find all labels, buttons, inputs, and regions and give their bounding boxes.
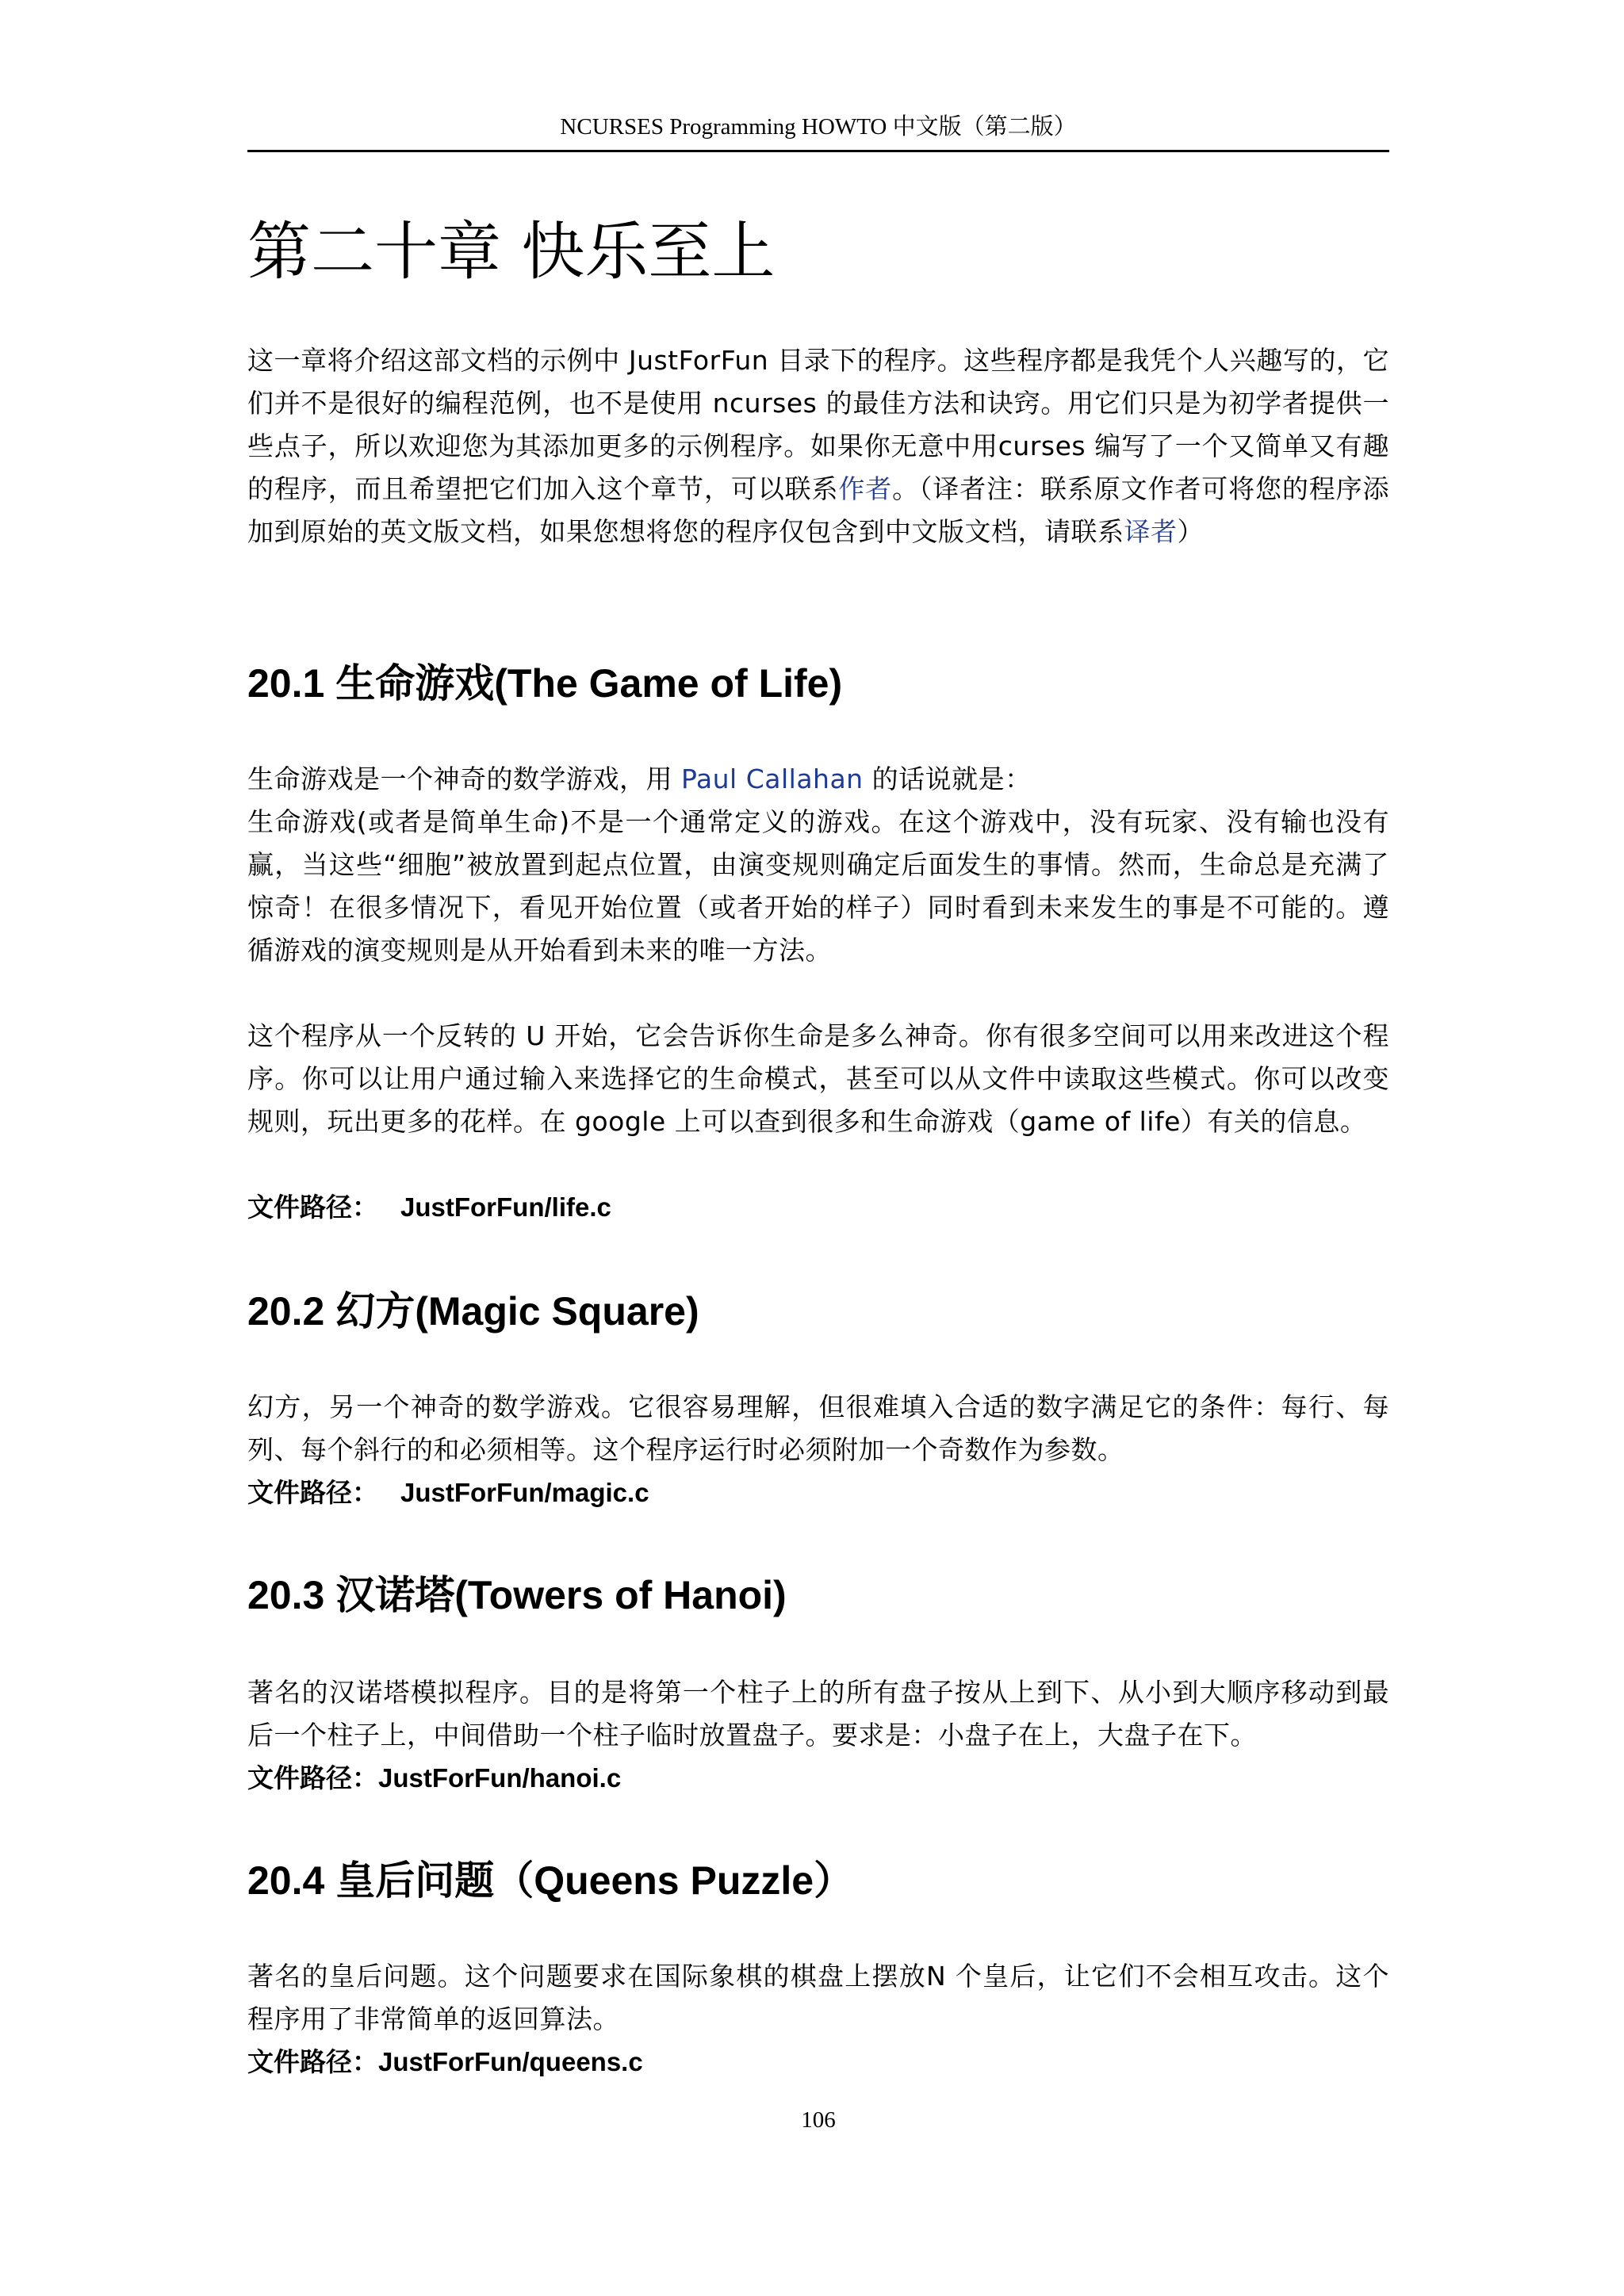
intro-text: 这一章将介绍这部文档的示例中 JustForFun 目录下的程序。这些程序都是我凭个人兴趣写的，它们并不是很好的编程范例，也不是使用 ncurses 的最佳方法和诀窍。用它们只是为初学者提供一些点子，所以欢迎您为其添加更多的示例程序。如果你无意中用curses 编写了一个又简单又有趣的程序，而且希望把它们加入这个章节，可以联系 [247,345,1389,504]
section-title-magic-square: 20.2 幻方(Magic Square) [247,1289,699,1334]
chapter-intro [247,339,1389,553]
file-path-label: 文件路径： [247,1762,378,1793]
file-path-hanoi [247,1757,1389,1800]
intro-text-end: ） [1177,516,1204,547]
section-title-queens-puzzle: 20.4 皇后问题（Queens Puzzle） [247,1858,854,1903]
section-title-towers-of-hanoi: 20.3 汉诺塔(Towers of Hanoi) [247,1573,787,1617]
running-header: NCURSES Programming HOWTO 中文版（第二版） [560,114,1077,140]
queens-puzzle-body: 著名的皇后问题。这个问题要求在国际象棋的棋盘上摆放N 个皇后，让它们不会相互攻击。这个程序用了非常简单的返回算法。 [247,1961,1389,2034]
file-path-label: 文件路径： [247,1192,378,1223]
file-path-magic [247,1471,1389,1514]
file-path-life [247,1186,1389,1229]
file-path-value: JustForFun/queens.c [378,2047,643,2076]
towers-of-hanoi-body: 著名的汉诺塔模拟程序。目的是将第一个柱子上的所有盘子按从上到下、从小到大顺序移动到最后一个柱子上，中间借助一个柱子临时放置盘子。要求是：小盘子在上，大盘子在下。 [247,1677,1389,1751]
game-of-life-body: 这个程序从一个反转的 U 开始，它会告诉你生命是多么神奇。你有很多空间可以用来改进这个程序。你可以让用户通过输入来选择它的生命模式，甚至可以从文件中读取这些模式。你可以改变规则，玩出更多的花样。在 google 上可以查到很多和生命游戏（game of life）有关的信息。 [247,1020,1389,1137]
file-path-queens [247,2041,1389,2084]
magic-square-body: 幻方，另一个神奇的数学游戏。它很容易理解，但很难填入合适的数字满足它的条件：每行、每列、每个斜行的和必须相等。这个程序运行时必须附加一个奇数作为参数。 [247,1391,1389,1465]
section-title-game-of-life: 20.1 生命游戏(The Game of Life) [247,661,843,706]
chapter-title: 第二十章 快乐至上 [247,215,776,289]
file-path-value: JustForFun/hanoi.c [378,1763,622,1793]
header-rule [247,150,1389,152]
file-path-value: JustForFun/life.c [400,1192,611,1222]
game-of-life-intro [247,758,1389,801]
page-number: 106 [801,2107,836,2133]
author-link[interactable]: 作者 [838,473,893,504]
paul-callahan-link[interactable]: Paul Callahan [681,763,864,794]
game-of-life-intro-tail: 的话说就是： [863,763,1032,794]
game-of-life-quote: 生命游戏(或者是简单生命)不是一个通常定义的游戏。在这个游戏中，没有玩家、没有输也没有赢，当这些“细胞”被放置到起点位置，由演变规则确定后面发生的事情。然而，生命总是充满了惊奇！在很多情况下，看见开始位置（或者开始的样子）同时看到未来发生的事是不可能的。遵循游戏的演变规则是从开始看到未来的唯一方法。 [247,806,1389,966]
translator-link[interactable]: 译者 [1124,516,1178,547]
game-of-life-intro-text: 生命游戏是一个神奇的数学游戏，用 [247,763,681,794]
file-path-label: 文件路径： [247,1477,378,1508]
file-path-value: JustForFun/magic.c [400,1478,649,1507]
file-path-label: 文件路径： [247,2046,378,2077]
intro-text-mid: 。（译者注：联系原文作者可将您的程序添加到原始的英文版文档，如果您想将您的程序仅包含到中文版文档，请联系 [247,473,1390,547]
